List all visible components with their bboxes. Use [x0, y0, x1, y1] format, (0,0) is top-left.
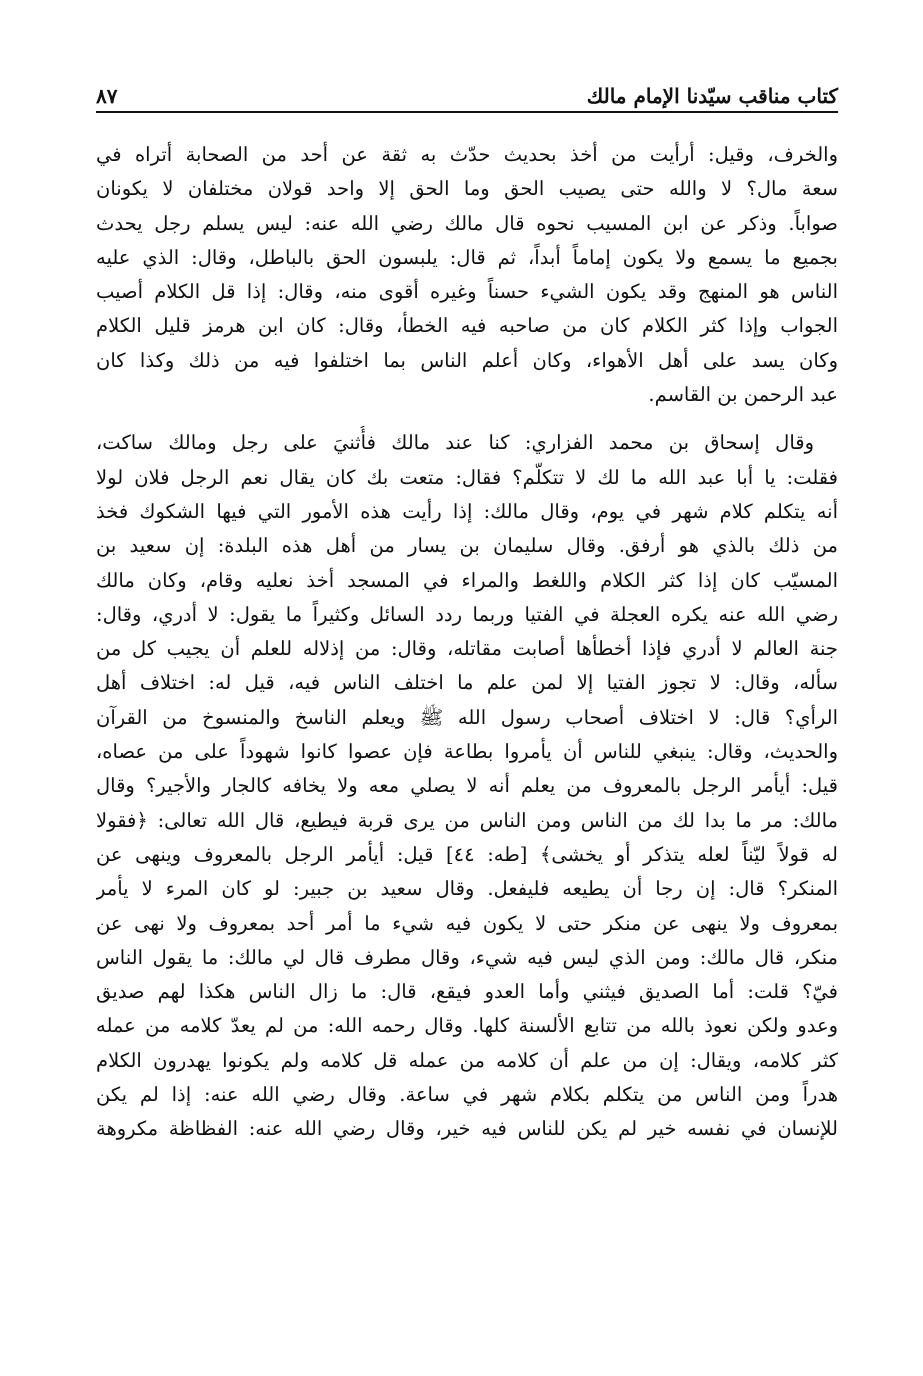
text-line: فقلت: يا أبا عبد الله ما لك لا تتكلّم؟ فقال: متعت بك كان يقال نعم الرجل فلان لولا [96, 465, 838, 489]
text-line: والخرف، وقيل: أرأيت من أخذ بحديث حدّث به ثقة عن أحد من الصحابة أتراه في [96, 143, 838, 166]
paragraph-spacer [96, 412, 838, 426]
text-line: جنة العالم لا أدري فإذا أخطأها أصابت مقاتله، وقال: من إذلاله للعلم أن يجيب كل من [96, 637, 838, 661]
text-line: منكر، قال مالك: ومن الذي ليس فيه شيء، وقال مطرف قال لي مالك: ما يقول الناس [96, 945, 838, 969]
text-line: قيل: أيأمر الرجل بالمعروف من يعلم أنه لا يصلي معه ولا يخافه كالجار والأجير؟ وقال [96, 774, 838, 798]
paragraph-1 [96, 138, 838, 412]
text-line: فيّ؟ قلت: أما الصديق فيثني وأما العدو فيقع، قال: ما زال الناس هكذا لهم صديق [96, 980, 838, 1004]
text-line: الرأي؟ قال: لا اختلاف أصحاب رسول الله ﷺ ويعلم الناسخ والمنسوخ من القرآن [96, 705, 838, 729]
page-number: ٨٧ [96, 84, 118, 108]
text-line: له قولاً ليّناً لعله يتذكر أو يخشى﴾ [طه: ٤٤] قيل: أيأمر الرجل بالمعروف وينهى عن [96, 842, 838, 866]
text-line: بمعروف ولا ينهى عن منكر حتى لا يكون فيه شيء ما أمر أحد بمعروف ولا نهى عن [96, 911, 838, 935]
running-title: كتاب مناقب سيّدنا الإمام مالك [586, 84, 838, 108]
text-line: وقال إسحاق بن محمد الفزاري: كنا عند مالك فأُثنيَ على رجل ومالك ساكت، [96, 431, 814, 455]
text-line: مالك: مر ما بدا لك من الناس ومن الناس من يرى قربة فيطيع، قال الله تعالى: ﴿فقولا [96, 808, 838, 832]
page-header [96, 70, 838, 108]
text-line: من ذلك بالذي هو أرفق. وقال سليمان بن يسار من أهل هذه البلدة: إن سعيد بن [96, 534, 838, 558]
text-line: عبد الرحمن بن القاسم. [648, 383, 838, 407]
text-line: رضي الله عنه يكره العجلة في الفتيا وربما ردد السائل وكثيراً ما يقول: لا أدري، وقال: [96, 602, 838, 626]
text-line: هدراً ومن الناس من يتكلم بكلام شهر في ساعة. وقال رضي الله عنه: إذا لم يكن [96, 1083, 838, 1107]
text-line: المسيّب كان إذا كثر الكلام واللغط والمراء في المسجد أخذ نعليه وقام، وكان مالك [96, 568, 838, 592]
text-line: بجميع ما يسمع ولا يكون إماماً أبداً، ثم قال: يلبسون الحق بالباطل، وقال: الذي عليه [96, 245, 838, 269]
text-line: سأله، وقال: لا تجوز الفتيا إلا لمن علم ما اختلف الناس فيه، قيل له: اختلاف أهل [96, 671, 838, 695]
text-line: الجواب وإذا كثر الكلام كان من صاحبه فيه الخطأ، وقال: كان ابن هرمز قليل الكلام [96, 314, 838, 338]
page-body [96, 138, 838, 1147]
text-line: كثر كلامه، ويقال: إن من علم أن كلامه من عمله قل كلامه ولم يكونوا يهدرون الكلام [96, 1048, 838, 1072]
text-line: المنكر؟ قال: إن رجا أن يطيعه فليفعل. وقال سعيد بن جبير: لو كان المرء لا يأمر [96, 877, 838, 901]
text-line: وعدو ولكن نعوذ بالله من تتابع الألسنة كلها. وقال رحمه الله: من لم يعدّ كلامه من عمله [96, 1014, 838, 1038]
paragraph-2 [96, 426, 838, 1146]
text-line: الناس هو المنهج وقد يكون الشيء حسناً وغيره أقوى منه، وقال: إذا قل الكلام أصيب [96, 280, 838, 304]
text-line: أنه يتكلم كلام شهر في يوم، وقال مالك: إذا رأيت هذه الأمور التي فيها الشكوك فخذ [96, 499, 838, 523]
text-line: والحديث، وقال: ينبغي للناس أن يأمروا بطاعة فإن عصوا كانوا شهوداً على من عصاه، [96, 740, 838, 764]
text-line: صواباً. وذكر عن ابن المسيب نحوه قال مالك رضي الله عنه: ليس يسلم رجل يحدث [96, 211, 838, 235]
text-line: وكان يسد على أهل الأهواء، وكان أعلم الناس بما اختلفوا فيه من ذلك وكذا كان [96, 348, 838, 372]
text-line: سعة مال؟ لا والله حتى يصيب الحق وما الحق إلا واحد قولان مختلفان لا يكونان [96, 177, 838, 201]
text-line: للإنسان في نفسه خير لم يكن للناس فيه خير، وقال رضي الله عنه: الفظاظة مكروهة [96, 1117, 838, 1141]
header-divider [96, 111, 838, 113]
